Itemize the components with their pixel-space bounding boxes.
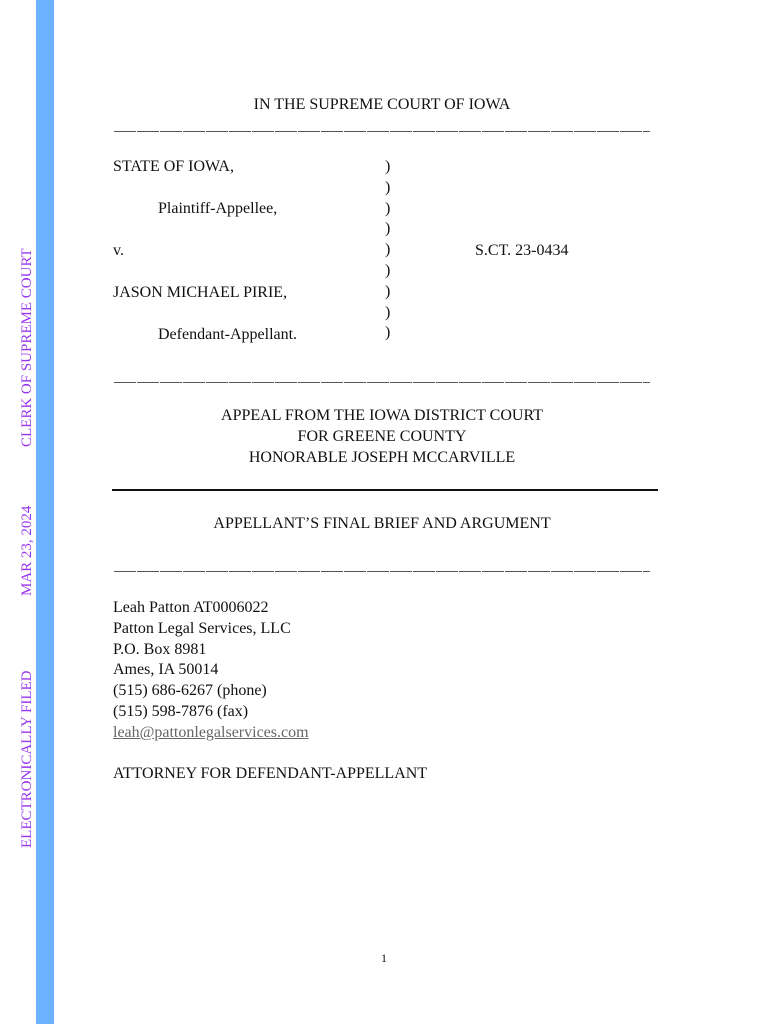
brief-title: APPELLANT’S FINAL BRIEF AND ARGUMENT	[213, 515, 551, 532]
paren: )	[385, 199, 391, 217]
divider-rule	[114, 382, 650, 383]
case-number: S.CT. 23-0434	[475, 242, 569, 259]
attorney-po-box: P.O. Box 8981	[113, 641, 207, 658]
page-number: 1	[381, 951, 387, 965]
divider-rule	[114, 131, 650, 132]
appeal-line-1: APPEAL FROM THE IOWA DISTRICT COURT	[221, 407, 543, 424]
plaintiff-name: STATE OF IOWA,	[113, 158, 234, 175]
paren: )	[385, 303, 391, 321]
filing-stamp-bar	[36, 0, 54, 1024]
attorney-name: Leah Patton AT0006022	[113, 599, 269, 616]
plaintiff-role: Plaintiff-Appellee,	[158, 200, 278, 217]
attorney-city: Ames, IA 50014	[113, 661, 219, 678]
defendant-role: Defendant-Appellant.	[158, 326, 298, 343]
stamp-clerk-text: CLERK OF SUPREME COURT	[19, 248, 35, 447]
appeal-line-2: FOR GREENE COUNTY	[297, 428, 467, 445]
paren: )	[385, 324, 391, 342]
paren: )	[385, 261, 391, 279]
paren: )	[385, 241, 391, 259]
paren: )	[385, 158, 391, 175]
attorney-email-link[interactable]: leah@pattonlegalservices.com	[113, 724, 309, 741]
solid-divider	[112, 489, 658, 491]
attorney-role: ATTORNEY FOR DEFENDANT-APPELLANT	[113, 765, 428, 782]
paren: )	[385, 178, 391, 196]
attorney-fax: (515) 598-7876 (fax)	[113, 703, 249, 720]
paren: )	[385, 220, 391, 238]
stamp-filed-text: ELECTRONICALLY FILED	[19, 670, 35, 848]
divider-rule	[114, 571, 650, 572]
stamp-date-text: MAR 23, 2024	[19, 505, 35, 596]
attorney-phone: (515) 686-6267 (phone)	[113, 682, 267, 699]
caption-parens	[385, 157, 390, 344]
defendant-name: JASON MICHAEL PIRIE,	[113, 284, 288, 301]
versus-label: v.	[113, 242, 124, 259]
appeal-line-3: HONORABLE JOSEPH MCCARVILLE	[248, 449, 516, 466]
paren: )	[385, 282, 391, 300]
attorney-firm: Patton Legal Services, LLC	[113, 620, 291, 637]
court-heading: IN THE SUPREME COURT OF IOWA	[253, 96, 511, 113]
